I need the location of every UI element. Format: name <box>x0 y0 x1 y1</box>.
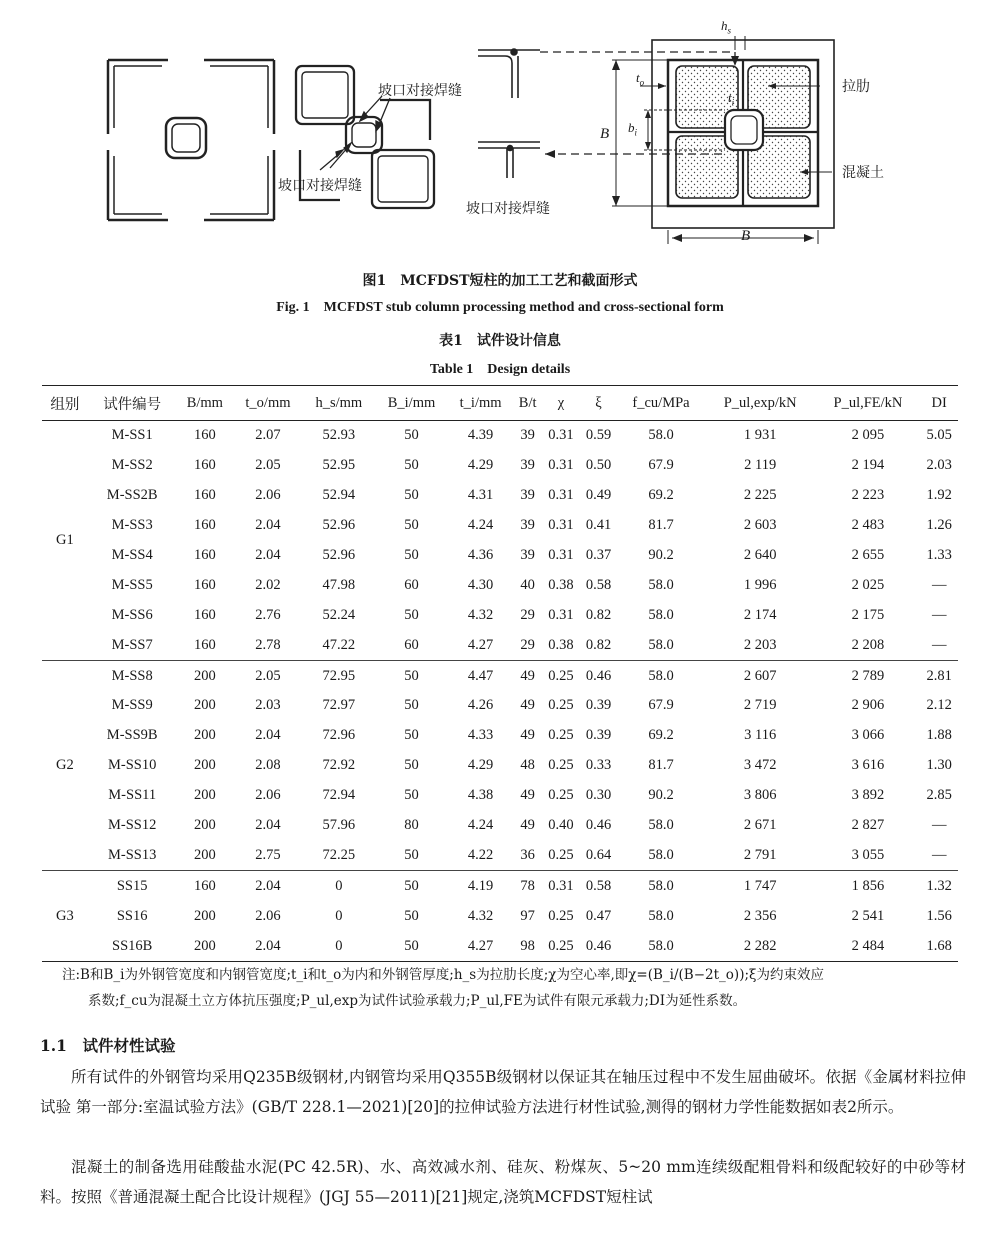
table-cell: 160 <box>177 630 234 660</box>
table-cell: 2 484 <box>816 931 921 961</box>
table-cell: 2.04 <box>255 517 281 534</box>
table-cell: 4.24 <box>467 817 494 834</box>
table-row <box>42 751 958 781</box>
design-details-table <box>42 385 958 962</box>
table-cell: 72.94 <box>322 787 356 804</box>
table-cell: 72.25 <box>303 840 375 870</box>
table-cell: 2.02 <box>255 576 281 593</box>
table-cell: 39 <box>520 427 535 444</box>
table-cell: 200 <box>193 757 216 774</box>
table-cell: M-SS1 <box>111 427 153 444</box>
table-cell: 58.0 <box>648 907 674 924</box>
table-cell: 2.04 <box>233 931 303 961</box>
col-header: t_o/mm <box>233 386 303 421</box>
section-heading: 1.1 试件材性试验 <box>40 1036 176 1055</box>
table-cell: 50 <box>404 757 419 774</box>
table-cell: 2.04 <box>255 817 281 834</box>
table-cell: 4.47 <box>467 667 494 684</box>
table-cell: 72.95 <box>322 667 356 684</box>
B-bottom-symbol: B <box>741 228 751 244</box>
group-cell: G3 <box>42 871 88 962</box>
table-cell: 81.7 <box>648 757 674 774</box>
note-line-2: 系数;f_cu为混凝土立方体抗压强度;P_ul,exp为试件试验承载力;P_ul,FE为试件有限元承载力;DI为延性系数。 <box>88 993 747 1009</box>
table-cell: 2.81 <box>926 667 952 684</box>
table-cell: 0.58 <box>585 877 612 894</box>
table-row <box>42 661 958 691</box>
table-cell: 50 <box>404 877 419 894</box>
table-cell: 29 <box>520 606 535 623</box>
table-cell: 49 <box>520 697 535 714</box>
table-cell: 4.38 <box>467 787 494 804</box>
table-cell: 2 483 <box>851 517 885 534</box>
group-cell: G2 <box>42 661 88 871</box>
table-cell: 47.22 <box>303 630 375 660</box>
table-cell: 4.22 <box>448 840 513 870</box>
table-row <box>42 421 958 451</box>
table-cell: 4.24 <box>467 517 494 534</box>
table-cell: 50 <box>404 697 419 714</box>
table-cell: 160 <box>193 517 216 534</box>
table-cell: 1.88 <box>926 727 952 744</box>
table-cell: 200 <box>193 667 216 684</box>
table-cell: 50 <box>375 840 448 870</box>
table-cell: M-SS2B <box>106 487 158 504</box>
table-cell: 2 827 <box>851 817 885 834</box>
table-cell: — <box>931 606 947 623</box>
table-cell: 0.59 <box>585 427 612 444</box>
table-cell: 2.12 <box>926 697 952 714</box>
table-cell: 3 055 <box>816 840 921 870</box>
table-cell: 160 <box>193 427 216 444</box>
hs-symbol: $h_s$ <box>721 18 732 36</box>
table-cell: 2 719 <box>743 697 777 714</box>
table-cell: 1 931 <box>743 427 777 444</box>
table-cell: 4.29 <box>467 457 494 474</box>
table-cell: 49 <box>520 667 535 684</box>
table-row <box>42 871 958 901</box>
table-cell: 2 025 <box>851 576 885 593</box>
table-cell: 49 <box>520 727 535 744</box>
table-cell: 0.64 <box>580 840 618 870</box>
table-cell: 0.25 <box>548 697 574 714</box>
table-cell: 2.04 <box>255 727 281 744</box>
table-cell: 58.0 <box>648 817 674 834</box>
table-cell: 72.96 <box>322 727 356 744</box>
table-cell: 0.31 <box>548 606 574 623</box>
table-cell: 50 <box>404 427 419 444</box>
table-cell: 0.25 <box>548 757 574 774</box>
table-cell: 1 856 <box>851 877 885 894</box>
table-cell: 0 <box>303 931 375 961</box>
table-cell: 0 <box>335 877 343 894</box>
table-cell: M-SS10 <box>108 757 157 774</box>
table-cell: 57.96 <box>322 817 356 834</box>
table-cell: 2.03 <box>255 697 281 714</box>
table-cell: 0.38 <box>548 576 574 593</box>
table-cell: 1.33 <box>926 547 952 563</box>
table-cell: 0.50 <box>585 457 612 474</box>
table-cell: M-SS6 <box>111 606 153 623</box>
table-cell: 1.92 <box>926 487 952 504</box>
col-header: h_s/mm <box>303 386 375 421</box>
table-cell: 2 789 <box>851 667 885 684</box>
table-cell: — <box>920 630 958 660</box>
table-row <box>42 691 958 721</box>
table-cell: 0.49 <box>585 487 612 504</box>
table-cell: 52.94 <box>322 487 356 504</box>
table-cell: 0.46 <box>585 817 612 834</box>
table-row <box>42 570 958 600</box>
table-note <box>62 962 962 1014</box>
table-cell: 2 640 <box>743 547 777 563</box>
table-row <box>42 600 958 630</box>
table-cell: 50 <box>404 487 419 504</box>
table-cell: 2 356 <box>743 907 777 924</box>
table-cell: 0.38 <box>542 630 580 660</box>
table-cell: 0.25 <box>548 727 574 744</box>
table-cell: 2 906 <box>851 697 885 714</box>
table-cell: 3 472 <box>743 757 777 774</box>
col-header: B/mm <box>177 386 234 421</box>
table-cell: 1.32 <box>926 877 952 894</box>
table-cell: 1.68 <box>920 931 958 961</box>
table-cell: 60 <box>404 576 419 593</box>
figure-caption-en: Fig. 1 MCFDST stub column processing method and cross-sectional form <box>276 300 724 315</box>
table-cell: 4.32 <box>467 907 494 924</box>
table-cell: 40 <box>520 576 535 593</box>
table-cell: 0.31 <box>548 517 574 534</box>
col-header: P_ul,exp/kN <box>705 386 816 421</box>
table-cell: 47.98 <box>322 576 356 593</box>
table-cell: 0.30 <box>585 787 612 804</box>
table-cell: 2.75 <box>233 840 303 870</box>
table-caption-en: Table 1 Design details <box>429 362 571 377</box>
table-cell: 200 <box>177 840 234 870</box>
table-cell: 39 <box>520 487 535 504</box>
table-cell: 1.56 <box>926 907 952 924</box>
table-cell: 2 194 <box>851 457 885 474</box>
table-cell: 200 <box>193 907 216 924</box>
table-cell: 2 119 <box>744 457 777 474</box>
table-cell: 39 <box>520 457 535 474</box>
table-cell: 0.82 <box>580 630 618 660</box>
table-cell: 0.46 <box>585 667 612 684</box>
table-cell: 2 208 <box>816 630 921 660</box>
table-row <box>42 781 958 811</box>
table-cell: 3 806 <box>743 787 777 804</box>
table-row <box>42 721 958 751</box>
table-cell: 0.31 <box>548 427 574 444</box>
table-cell: 0.47 <box>585 907 612 924</box>
table-cell: 2 655 <box>851 547 885 563</box>
table-cell: M-SS3 <box>111 517 153 534</box>
table-cell: 52.96 <box>322 547 356 563</box>
table-cell: 2.03 <box>926 457 952 474</box>
concrete-label: 混凝土 <box>842 165 884 181</box>
table-cell: 0.25 <box>548 787 574 804</box>
table-cell: 2.08 <box>255 757 281 774</box>
table-cell: 0.37 <box>585 547 612 563</box>
col-header: B/t <box>513 386 542 421</box>
col-header: DI <box>920 386 958 421</box>
rib-label: 拉肋 <box>842 79 870 95</box>
table-cell: 4.32 <box>467 606 494 623</box>
table-row <box>42 541 958 571</box>
table-cell: 1.30 <box>926 757 952 774</box>
table-cell: 72.92 <box>322 757 356 774</box>
table-cell: 1 996 <box>743 576 777 593</box>
table-cell: 4.19 <box>467 877 494 894</box>
table-cell: 0.46 <box>580 931 618 961</box>
table-cell: 4.31 <box>467 487 494 504</box>
section-view <box>652 40 834 228</box>
table-cell: M-SS12 <box>108 817 157 834</box>
table-cell: 4.30 <box>467 576 494 593</box>
table-body <box>42 421 958 962</box>
table-cell: 60 <box>375 630 448 660</box>
table-cell: M-SS9B <box>106 727 158 744</box>
table-cell: 4.36 <box>467 547 494 563</box>
table-cell: 29 <box>513 630 542 660</box>
table-cell: 58.0 <box>648 877 674 894</box>
table-cell: M-SS11 <box>108 787 157 804</box>
table-cell: 50 <box>404 606 419 623</box>
table-cell: — <box>931 817 947 834</box>
figure-1 <box>0 0 1000 262</box>
table-row <box>42 840 958 870</box>
table-cell: 50 <box>404 547 419 563</box>
table-row <box>42 630 958 660</box>
table-cell: 160 <box>193 547 216 563</box>
table-cell: SS16B <box>88 931 177 961</box>
table-cell: 36 <box>513 840 542 870</box>
table-cell: 2 607 <box>743 667 777 684</box>
col-header: 试件编号 <box>88 386 177 421</box>
table-cell: 3 066 <box>851 727 885 744</box>
table-cell: M-SS8 <box>111 667 153 684</box>
table-cell: 58.0 <box>617 840 705 870</box>
table-cell: 49 <box>520 787 535 804</box>
weld-label-bottom: 坡口对接焊缝 <box>278 178 362 194</box>
table-cell: 58.0 <box>648 427 674 444</box>
table-cell: 2 541 <box>851 907 885 924</box>
table-cell: 58.0 <box>617 630 705 660</box>
table-cell: 4.39 <box>467 427 494 444</box>
table-cell: 160 <box>193 877 216 894</box>
table-cell: 2 671 <box>743 817 777 834</box>
table-cell: 160 <box>193 576 216 593</box>
table-cell: 2.85 <box>926 787 952 804</box>
table-cell: 4.27 <box>448 630 513 660</box>
ti-symbol: $t_i$ <box>728 90 735 108</box>
group-cell: G1 <box>42 421 88 661</box>
table-cell: 50 <box>404 667 419 684</box>
weld-detail <box>478 49 540 178</box>
table-cell: 58.0 <box>617 931 705 961</box>
table-cell: 4.29 <box>467 757 494 774</box>
table-cell: 50 <box>404 727 419 744</box>
table-cell: 2.06 <box>255 787 281 804</box>
table-cell: 2 282 <box>705 931 816 961</box>
table-cell: 52.24 <box>322 606 356 623</box>
table-cell: 58.0 <box>648 606 674 623</box>
table-cell: 50 <box>404 907 419 924</box>
table-cell: M-SS7 <box>88 630 177 660</box>
table-cell: 78 <box>520 877 535 894</box>
table-cell: 0.25 <box>542 931 580 961</box>
table-cell: 72.97 <box>322 697 356 714</box>
table-cell: M-SS4 <box>111 547 153 563</box>
table-cell: 0.31 <box>548 547 574 563</box>
table-cell: M-SS2 <box>111 457 153 474</box>
table-cell: 2 791 <box>705 840 816 870</box>
table-row <box>42 511 958 541</box>
table-cell: 69.2 <box>648 487 674 504</box>
table-cell: 2.07 <box>255 427 281 444</box>
table-cell: 0 <box>335 907 343 924</box>
table-cell: 160 <box>193 487 216 504</box>
table-header-row <box>42 386 958 421</box>
paragraph-2: 混凝土的制备选用硅酸盐水泥(PC 42.5R)、水、高效减水剂、硅灰、粉煤灰、5~20 mm连续级配粗骨料和级配较好的中砂等材料。按照《普通混凝土配合比设计规程》(JGJ 55—2011)[21]规定,浇筑MCFDST短柱试 <box>40 1158 966 1206</box>
table-cell: 0.41 <box>585 517 612 534</box>
table-cell: 50 <box>404 457 419 474</box>
table-cell: 52.95 <box>322 457 356 474</box>
table-cell: 2 223 <box>851 487 885 504</box>
col-header: B_i/mm <box>375 386 448 421</box>
col-header: ξ <box>580 386 618 421</box>
paragraph-1: 所有试件的外钢管均采用Q235B级钢材,内钢管均采用Q355B级钢材以保证其在轴压过程中不发生屈曲破坏。依据《金属材料拉伸试验 第一部分:室温试验方法》(GB/T 228.1—2021)[20]的拉伸试验方法进行材性试验,测得的钢材力学性能数据如表2所示。 <box>40 1068 966 1116</box>
table-cell: 2.78 <box>233 630 303 660</box>
table-cell: 160 <box>193 457 216 474</box>
table-cell: 2 095 <box>851 427 885 444</box>
table-cell: 0.40 <box>548 817 574 834</box>
table-cell: 0.82 <box>585 606 612 623</box>
table-cell: 58.0 <box>648 667 674 684</box>
table-cell: 2.06 <box>255 907 281 924</box>
table-cell: — <box>920 840 958 870</box>
table-cell: 0.25 <box>548 667 574 684</box>
weld-detail-label: 坡口对接焊缝 <box>466 201 550 217</box>
table-cell: 0.58 <box>585 576 612 593</box>
table-cell: 49 <box>520 817 535 834</box>
table-cell: 50 <box>404 517 419 534</box>
table-cell: 2.04 <box>255 877 281 894</box>
table-caption-cn: 表1 试件设计信息 <box>439 333 561 349</box>
table-cell: 0.31 <box>548 487 574 504</box>
table-cell: 2 225 <box>743 487 777 504</box>
to-symbol: $t_o$ <box>636 70 645 88</box>
table-cell: 80 <box>404 817 419 834</box>
table-cell: 2.06 <box>255 487 281 504</box>
table-cell: 5.05 <box>926 427 952 444</box>
table-cell: SS16 <box>116 907 148 924</box>
table-cell: 50 <box>375 931 448 961</box>
table-cell: 69.2 <box>648 727 674 744</box>
table-cell: 52.93 <box>322 427 356 444</box>
table-cell: 90.2 <box>648 547 674 563</box>
table-cell: — <box>931 576 947 593</box>
table-cell: 50 <box>404 787 419 804</box>
table-cell: 0.25 <box>542 840 580 870</box>
table-cell: 2 174 <box>743 606 777 623</box>
table-cell: 39 <box>520 547 535 563</box>
table-cell: 2.04 <box>255 547 281 563</box>
table-cell: 0.25 <box>548 907 574 924</box>
table-cell: 48 <box>520 757 535 774</box>
table-row <box>42 901 958 931</box>
col-header: t_i/mm <box>448 386 513 421</box>
table-row <box>42 931 958 961</box>
table-cell: 58.0 <box>648 576 674 593</box>
weld-label-top: 坡口对接焊缝 <box>378 83 462 99</box>
table-cell: 4.26 <box>467 697 494 714</box>
bi-symbol: $b_i$ <box>628 120 638 138</box>
col-header: 组别 <box>42 386 88 421</box>
table-cell: M-SS9 <box>111 697 153 714</box>
table-cell: 3 116 <box>744 727 777 744</box>
table-cell: 2 603 <box>743 517 777 534</box>
table-cell: 0.39 <box>585 727 612 744</box>
table-cell: 0.33 <box>585 757 612 774</box>
table-cell: 200 <box>177 931 234 961</box>
table-cell: 67.9 <box>648 457 674 474</box>
table-cell: 67.9 <box>648 697 674 714</box>
col-header: P_ul,FE/kN <box>816 386 921 421</box>
table-cell: M-SS13 <box>88 840 177 870</box>
table-cell: 200 <box>193 727 216 744</box>
table-cell: 0.31 <box>548 457 574 474</box>
table-row <box>42 451 958 481</box>
table-cell: 4.33 <box>467 727 494 744</box>
table-row <box>42 481 958 511</box>
table-cell: 1 747 <box>743 877 777 894</box>
table-cell: 200 <box>193 697 216 714</box>
table-row <box>42 811 958 841</box>
B-left-symbol: B <box>600 126 610 142</box>
table-cell: 3 892 <box>851 787 885 804</box>
table-cell: 0.31 <box>548 877 574 894</box>
table-cell: 39 <box>520 517 535 534</box>
note-line-1: 注:B和B_i为外钢管宽度和内钢管宽度;t_i和t_o为内和外钢管厚度;h_s为拉肋长度;χ为空心率,即χ=(B_i/(B−2t_o));ξ为约束效应 <box>62 967 824 983</box>
table-cell: 2.05 <box>255 457 281 474</box>
table-cell: 1.26 <box>926 517 952 534</box>
table-cell: 52.96 <box>322 517 356 534</box>
col-header: f_cu/MPa <box>617 386 705 421</box>
table-cell: 97 <box>520 907 535 924</box>
table-cell: 3 616 <box>851 757 885 774</box>
table-cell: 4.27 <box>448 931 513 961</box>
table-cell: 90.2 <box>648 787 674 804</box>
table-cell: 0.39 <box>585 697 612 714</box>
table-cell: 2.76 <box>255 606 281 623</box>
figure-caption-cn: 图1 MCFDST短柱的加工工艺和截面形式 <box>362 273 638 289</box>
table-cell: 200 <box>193 817 216 834</box>
separate-parts <box>108 60 274 220</box>
table-cell: M-SS5 <box>111 576 153 593</box>
cross-section-drawing <box>0 0 1000 262</box>
table-cell: 2.05 <box>255 667 281 684</box>
table-cell: 81.7 <box>648 517 674 534</box>
table-cell: 200 <box>193 787 216 804</box>
table-cell: 160 <box>193 606 216 623</box>
table-cell: SS15 <box>116 877 148 894</box>
table-cell: 98 <box>513 931 542 961</box>
table-cell: 2 203 <box>705 630 816 660</box>
col-header: χ <box>542 386 580 421</box>
table-cell: 2 175 <box>851 606 885 623</box>
